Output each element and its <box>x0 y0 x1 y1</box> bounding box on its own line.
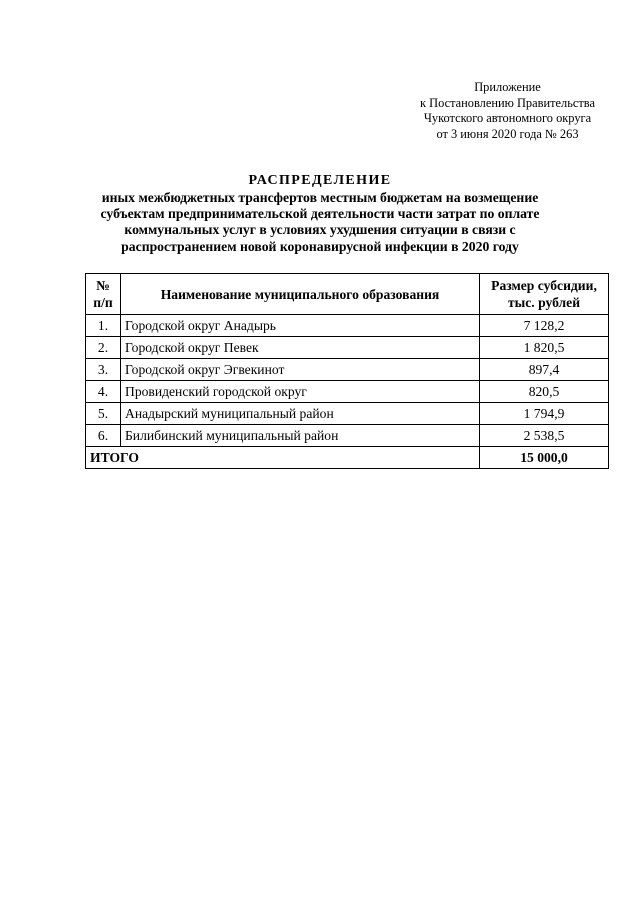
row-number: 6. <box>86 425 121 447</box>
row-amount: 1 820,5 <box>480 337 609 359</box>
appendix-date-number: от 3 июня 2020 года № 263 <box>436 126 579 141</box>
row-amount: 897,4 <box>480 359 609 381</box>
appendix-authority: Чукотского автономного округа <box>423 111 592 125</box>
header-amount-unit: тыс. рублей <box>507 295 581 310</box>
row-municipality: Городской округ Анадырь <box>121 315 480 337</box>
document-subtitle-line-1: иных межбюджетных трансфертов местным бюджетам на возмещение <box>101 190 539 205</box>
row-municipality: Городской округ Певек <box>121 337 480 359</box>
appendix-resolution: к Постановлению Правительства <box>420 95 595 110</box>
row-number: 3. <box>86 359 121 381</box>
table-row <box>86 381 609 403</box>
total-row <box>86 447 609 469</box>
appendix-label: Приложение <box>474 80 541 94</box>
table-row <box>86 425 609 447</box>
appendix-block <box>400 80 615 142</box>
table-row <box>86 315 609 337</box>
row-municipality: Провиденский городской округ <box>121 381 480 403</box>
table-row <box>86 359 609 381</box>
table-header-row <box>86 274 609 315</box>
document-subtitle-line-3: коммунальных услуг в условиях ухудшения ситуации в связи с <box>124 222 516 238</box>
header-number <box>86 274 121 315</box>
header-number-abbr: п/п <box>93 295 113 310</box>
row-amount: 820,5 <box>480 381 609 403</box>
header-amount-label: Размер субсидии, <box>491 278 597 293</box>
distribution-table <box>85 273 609 469</box>
row-amount: 2 538,5 <box>480 425 609 447</box>
header-amount <box>480 274 609 315</box>
row-municipality: Городской округ Эгвекинот <box>121 359 480 381</box>
table-row <box>86 337 609 359</box>
row-municipality: Анадырский муниципальный район <box>121 403 480 425</box>
total-label: ИТОГО <box>86 447 480 469</box>
row-amount: 1 794,9 <box>480 403 609 425</box>
table-row <box>86 403 609 425</box>
document-subtitle-line-4: распространением новой коронавирусной инфекции в 2020 году <box>121 238 519 254</box>
row-municipality: Билибинский муниципальный район <box>121 425 480 447</box>
row-amount: 7 128,2 <box>480 315 609 337</box>
document-subtitle-line-2: субъектам предпринимательской деятельности части затрат по оплате <box>100 206 540 222</box>
row-number: 4. <box>86 381 121 403</box>
row-number: 2. <box>86 337 121 359</box>
total-amount: 15 000,0 <box>480 447 609 469</box>
row-number: 5. <box>86 403 121 425</box>
header-municipality: Наименование муниципального образования <box>121 274 480 315</box>
document-title: РАСПРЕДЕЛЕНИЕ <box>248 173 392 188</box>
document-heading <box>70 172 570 255</box>
header-number-symbol: № <box>96 278 110 293</box>
row-number: 1. <box>86 315 121 337</box>
